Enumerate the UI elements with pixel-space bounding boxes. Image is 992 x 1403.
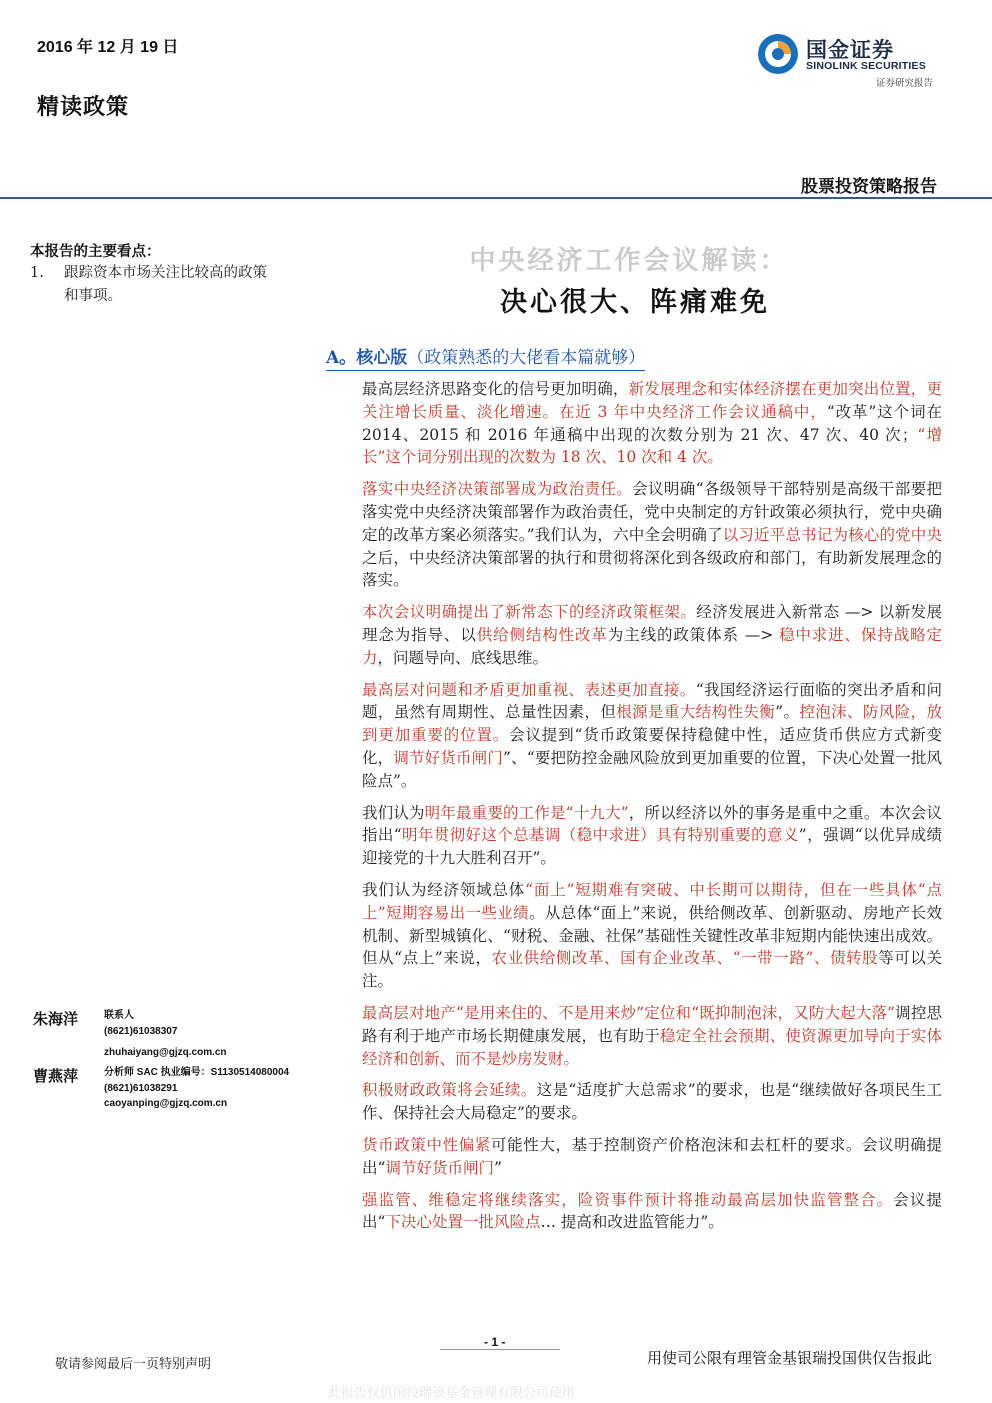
header-divider [0, 197, 992, 199]
highlighted-text: 控泡沫、防风险，放到更加重要的位置。 [362, 703, 942, 745]
body-paragraph [362, 378, 942, 469]
disclaimer-note: 敬请参阅最后一页特别声明 [55, 1357, 212, 1372]
logo-subtitle: 证券研究报告 [876, 78, 934, 89]
body-paragraph [362, 601, 942, 669]
report-date: 2016 年 12 月 19 日 [37, 39, 179, 56]
report-type: 股票投资策略报告 [801, 177, 937, 197]
paragraph-text: ”、“要把防控金融风险放到更加重要的位置，下决心处置一批风险点”。 [362, 748, 942, 790]
highlighted-text: 农业供给侧改革、国有企业改革、“一带一路”、债转股 [491, 949, 879, 968]
page-number: - 1 - [484, 1335, 506, 1349]
logo-name-en: SINOLINK SECURITIES [806, 60, 926, 72]
highlighted-text: 积极财政政策将会延续。 [362, 1081, 537, 1100]
paragraph-text: 。从总体“面上”来说，供给侧改革、创新驱动、房地产长效机制、新型城镇化、“财税、金融、社保”基础性关键性改革非短期内能快速出成效。但从“点上”来说， [362, 903, 942, 968]
report-title-line2: 决心很大、阵痛难免 [500, 287, 770, 318]
highlighted-text: 下决心处置一批风险点 [385, 1213, 541, 1232]
paragraph-text: 可能性大，基于控制资产价格泡沫和去杠杆的要求。会议明确提出“ [362, 1135, 942, 1177]
section-a-heading [326, 343, 645, 371]
highlighted-text: 明年贯彻好这个总基调（稳中求进）具有特别重要的意义 [401, 826, 799, 845]
watermark: 此报告仅供国投瑞银基金管理有限公司使用 [328, 1386, 576, 1401]
body-paragraph [362, 1189, 942, 1235]
paragraph-text: 调控思路有利于地产市场长期健康发展，也有助于 [362, 1003, 942, 1045]
section-a-note: （政策熟悉的大佬看本篇就够） [407, 348, 646, 368]
body-paragraph [362, 478, 942, 592]
paragraph-text: 最高层经济思路变化的信号更加明确， [362, 380, 629, 398]
highlighted-text: 调节好货币闸门 [393, 748, 504, 767]
highlight-text: 跟踪资本市场关注比较高的政策和事项。 [64, 265, 267, 304]
footer-notice: 用使司公限有理管金基银瑞投国供仅告报此 [646, 1349, 932, 1367]
paragraph-text: … 提高和改进监管能力”。 [540, 1213, 724, 1232]
section-a-letter: A。 [326, 348, 357, 368]
highlighted-text: 明年最重要的工作是“十九大” [424, 803, 629, 822]
analyst-license: 分析师 SAC 执业编号：S1130514080004 [104, 1067, 290, 1078]
highlighted-text: 稳定全社会预期、使资源更加导向于实体经济和创新、而不是炒房发财。 [362, 1026, 942, 1068]
paragraph-text: 这是“适度扩大总需求”的要求，也是“继续做好各项民生工作、保持社会大局稳定”的要求。 [362, 1081, 942, 1123]
highlighted-text: 强监管、维稳定将继续落实，险资事件预计将推动最高层加快监管整合。 [362, 1190, 894, 1209]
body-paragraph [362, 879, 942, 993]
highlight-number: 1. [30, 265, 44, 281]
paragraph-text: “我国经济运行面临的突出矛盾和问题，虽然有周期性、总量性因素，但 [362, 680, 942, 722]
paragraph-text: 等可以关注。 [362, 949, 942, 991]
paragraph-text: 会议提到“货币政策要保持稳健中性，适应货币供应方式新变化， [362, 726, 942, 767]
sinolink-logo-icon [756, 32, 800, 76]
report-title-line1: 中央经济工作会议解读： [469, 246, 789, 276]
analyst-role: 联系人 [104, 1010, 134, 1021]
footer-divider [440, 1349, 560, 1350]
highlighted-text: “增长”这个词分别出现的次数为 18 次、10 次和 4 次。 [362, 425, 942, 467]
highlighted-text: 新发展理念和实体经济摆在更加突出位置，更关注增长质量、淡化增速。在近 3 年中央经济工作会议通稿中， [362, 380, 942, 421]
analyst-block [33, 1008, 323, 1112]
paragraph-text: ，所以经济以外的事务是重中之重。本次会议指出“ [362, 803, 942, 845]
body-paragraph [362, 1134, 942, 1180]
highlighted-text: 本次会议明确提出了新常态下的经济政策框架。 [362, 603, 697, 622]
section-a-name: 核心版 [356, 348, 408, 368]
analyst-1 [33, 1008, 323, 1065]
analyst-email[interactable]: zhuhaiyang@gjzq.com.cn [104, 1047, 227, 1058]
highlight-item [30, 262, 270, 308]
analyst-name: 朱海洋 [33, 1010, 79, 1028]
report-body [362, 378, 942, 1243]
company-logo [756, 30, 956, 90]
highlights-heading: 本报告的主要看点： [30, 243, 161, 260]
paragraph-text: “改革”这个词在 2014、2015 和 2016 年通稿中出现的次数分别为 21 次、47 次、40 次； [362, 402, 943, 444]
highlighted-text: 最高层对问题和矛盾更加重视、表述更加直接。 [362, 680, 696, 699]
highlighted-text: 根源是重大结构性失衡 [616, 703, 776, 722]
analyst-email[interactable]: caoyanping@gjzq.com.cn [104, 1098, 228, 1109]
paragraph-text: 之后，中央经济决策部署的执行和贯彻将深化到各级政府和部门，有助新发展理念的落实。 [362, 548, 942, 590]
analyst-2 [33, 1065, 323, 1112]
analyst-phone: (8621)61038291 [104, 1082, 178, 1094]
highlighted-text: 最高层对地产“是用来住的、不是用来炒”定位和“既抑制泡沫，又防大起大落” [362, 1003, 896, 1022]
paragraph-text: 为主线的政策体系 —> [607, 625, 779, 644]
paragraph-text: ，问题导向、底线思维。 [377, 648, 549, 667]
highlighted-text: 落实中央经济决策部署成为政治责任。 [362, 480, 633, 499]
paragraph-text: 我们认为 [362, 803, 425, 822]
highlighted-text: 稳中求进、保持战略定力 [362, 625, 942, 667]
highlighted-text: “面上”短期难有突破、中长期可以期待，但在一些具体“点上”短期容易出一些业绩 [362, 880, 942, 922]
analyst-name: 曹燕萍 [33, 1067, 79, 1085]
section-label: 精读政策 [37, 94, 130, 120]
paragraph-text: 我们认为经济领域总体 [362, 880, 526, 899]
highlighted-text: 以习近平总书记为核心的党中央 [722, 525, 942, 544]
paragraph-text: ”，强调“以优异成绩迎接党的十九大胜利召开”。 [362, 826, 942, 868]
paragraph-text: ” [493, 1158, 502, 1177]
paragraph-text: 会议明确“各级领导干部特别是高级干部要把落实党中央经济决策部署作为政治责任，党中央制定的方针政策必须执行，党中央确定的改革方案必须落实。”我们认为，六中全会明确了 [362, 480, 942, 544]
body-paragraph [362, 1079, 942, 1125]
paragraph-text: 经济发展进入新常态 —> 以新发展理念为指导、以 [362, 603, 942, 644]
highlighted-text: 货币政策中性偏紧 [362, 1135, 492, 1154]
logo-name-cn: 国金证券 [806, 38, 894, 62]
body-paragraph [362, 1002, 942, 1070]
highlighted-text: 调节好货币闸门 [385, 1158, 494, 1177]
paragraph-text: 会议提出“ [362, 1190, 942, 1232]
highlighted-text: 供给侧结构性改革 [476, 625, 608, 644]
body-paragraph [362, 802, 942, 870]
paragraph-text: ”。 [775, 703, 800, 722]
analyst-phone: (8621)61038307 [104, 1025, 178, 1037]
body-paragraph [362, 679, 942, 793]
